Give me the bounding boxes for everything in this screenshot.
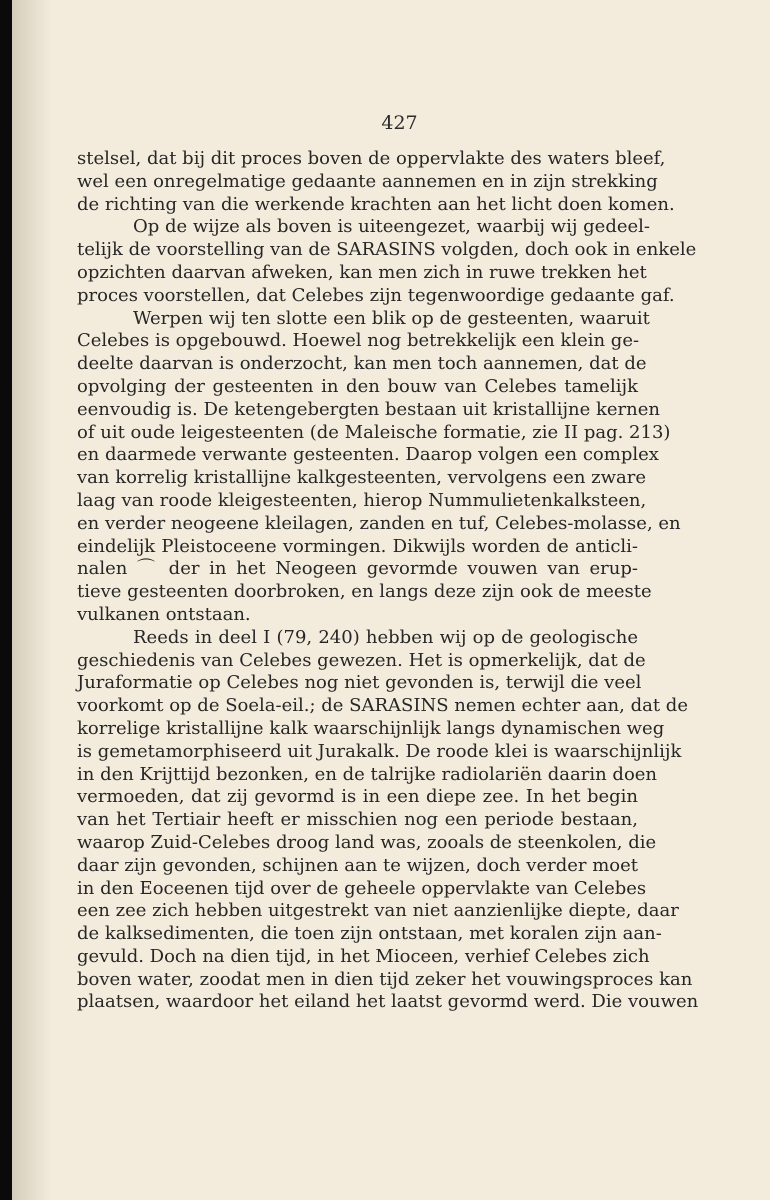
text-line: de richting van die werkende krachten aan het licht doen komen. [77, 193, 675, 215]
text-line: stelsel, dat bij dit proces boven de oppervlakte des waters bleef, [77, 148, 666, 169]
text-line: opzichten daarvan afweken, kan men zich in ruwe trekken het [77, 261, 647, 283]
book-page [12, 0, 770, 1200]
text-line: nalen ⌒ der in het Neogeen gevormde vouwen van erup- [77, 558, 638, 580]
text-line: geschiedenis van Celebes gewezen. Het is opmerkelijk, dat de [77, 649, 646, 671]
text-line: in den Eoceenen tijd over de geheele oppervlakte van Celebes [77, 877, 647, 899]
text-line: proces voorstellen, dat Celebes zijn tegenwoordige gedaante gaf. [77, 284, 675, 306]
text-line: in den Krijttijd bezonken, en de talrijke radiolariën daarin doen [77, 763, 658, 785]
text-line: opvolging der gesteenten in den bouw van Celebes tamelijk [77, 375, 638, 397]
text-line: een zee zich hebben uitgestrekt van niet aanzienlijke diepte, daar [77, 900, 679, 922]
text-line: Werpen wij ten slotte een blik op de gesteenten, waaruit [133, 307, 650, 329]
text-line: telijk de voorstelling van de SARASINS volgden, doch ook in enkele [77, 239, 697, 261]
text-line: wel een onregelmatige gedaante aannemen en in zijn strekking [77, 170, 658, 192]
text-line: plaatsen, waardoor het eiland het laatst gevormd werd. Die vouwen [77, 991, 699, 1013]
text-line: en verder neogeene kleilagen, zanden en tuf, Celebes-molasse, en [77, 512, 681, 534]
text-line: of uit oude leigesteenten (de Maleische formatie, zie II pag. 213) [77, 421, 671, 443]
text-line: boven water, zoodat men in dien tijd zeker het vouwingsproces kan [77, 968, 693, 990]
text-line: waarop Zuid-Celebes droog land was, zooals de steenkolen, die [77, 831, 657, 853]
page-number: 427 [381, 112, 418, 134]
text-line: vermoeden, dat zij gevormd is in een diepe zee. In het begin [77, 786, 638, 808]
text-line: Op de wijze als boven is uiteengezet, waarbij wij gedeel- [133, 216, 650, 238]
text-line: Celebes is opgebouwd. Hoewel nog betrekkelijk een klein ge- [77, 330, 640, 352]
text-line: en daarmede verwante gesteenten. Daarop volgen een complex [77, 444, 659, 466]
text-line: voorkomt op de Soela-eil.; de SARASINS nemen echter aan, dat de [77, 695, 688, 717]
text-line: Reeds in deel I (79, 240) hebben wij op de geologische [133, 626, 638, 648]
text-line: is gemetamorphiseerd uit Jurakalk. De roode klei is waarschijnlijk [77, 740, 682, 762]
text-line: eenvoudig is. De ketengebergten bestaan uit kristallijne kernen [77, 398, 660, 420]
page-curl-shadow [12, 0, 52, 1200]
text-line: daar zijn gevonden, schijnen aan te wijzen, doch verder moet [77, 854, 639, 876]
binding-gutter [0, 0, 12, 1200]
text-line: deelte daarvan is onderzocht, kan men toch aannemen, dat de [77, 353, 647, 375]
text-line: laag van roode kleigesteenten, hierop Nummulietenkalksteen, [77, 489, 647, 511]
body-text [77, 148, 699, 1014]
text-line: van het Tertiair heeft er misschien nog een periode bestaan, [77, 809, 638, 831]
text-line: tieve gesteenten doorbroken, en langs deze zijn ook de meeste [77, 581, 652, 603]
text-line: Juraformatie op Celebes nog niet gevonden is, terwijl die veel [77, 672, 642, 694]
text-line: gevuld. Doch na dien tijd, in het Mioceen, verhief Celebes zich [77, 945, 650, 967]
text-line: van korrelig kristallijne kalkgesteenten, vervolgens een zware [77, 467, 647, 489]
text-line: de kalksedimenten, die toen zijn ontstaan, met koralen zijn aan- [77, 923, 662, 945]
text-line: vulkanen ontstaan. [77, 603, 251, 625]
text-line: eindelijk Pleistoceene vormingen. Dikwijls worden de anticli- [77, 535, 638, 557]
text-line: korrelige kristallijne kalk waarschijnlijk langs dynamischen weg [77, 717, 665, 739]
